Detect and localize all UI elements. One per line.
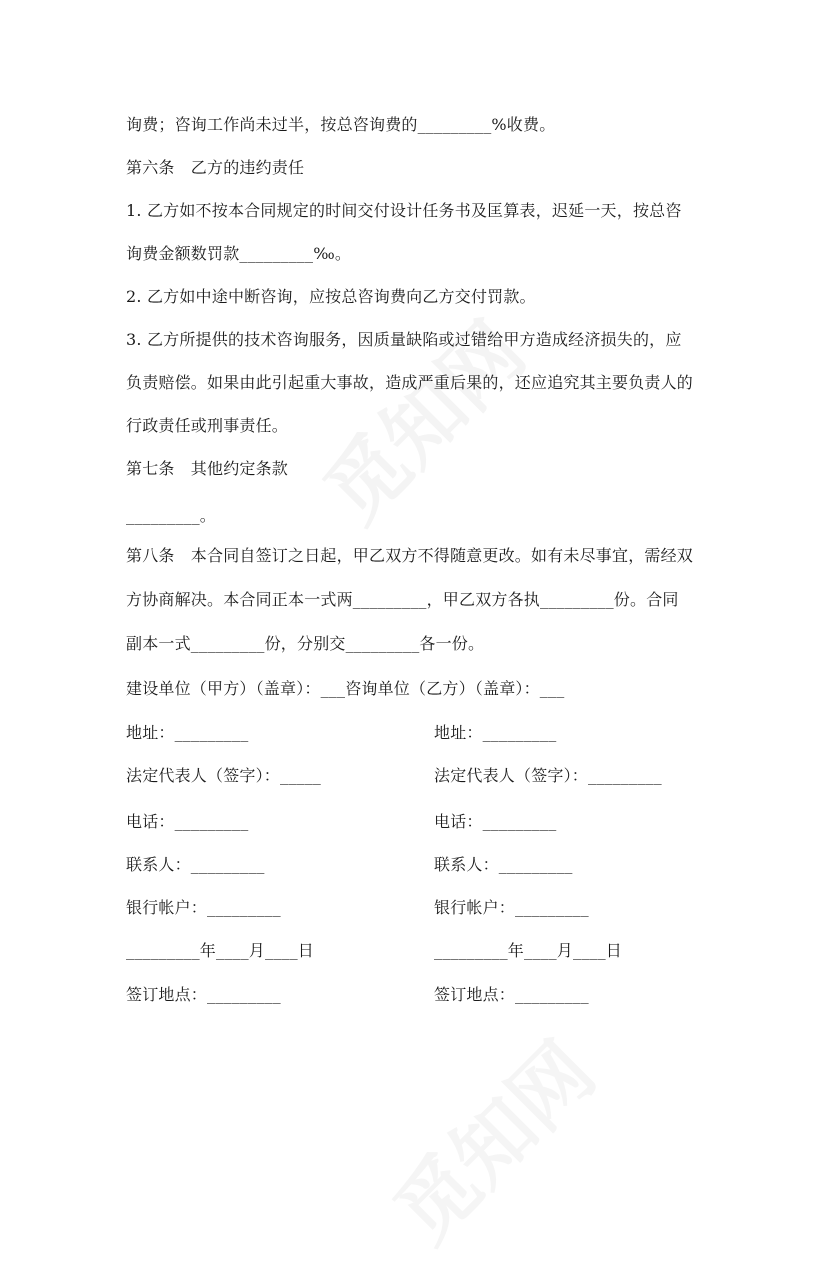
watermark-bottom xyxy=(364,1012,615,1263)
article-6-item-3-line-3: 行政责任或刑事责任。 xyxy=(126,416,289,435)
right-place: 签订地点：_________ xyxy=(434,985,589,1004)
signature-parties: 建设单位（甲方）（盖章）：___咨询单位（乙方）（盖章）：___ xyxy=(126,679,565,698)
article-6-item-1-line-2: 询费金额数罚款_________‰。 xyxy=(126,244,352,263)
article-8-line-3: 副本一式_________份，分别交_________各一份。 xyxy=(126,634,485,653)
article-6-title: 第六条 乙方的违约责任 xyxy=(126,158,305,177)
article-8-line-1: 第八条 本合同自签订之日起，甲乙双方不得随意更改。如有未尽事宜，需经双 xyxy=(126,546,694,565)
right-bank: 银行帐户：_________ xyxy=(434,898,589,917)
article-6-item-2: 2. 乙方如中途中断咨询，应按总咨询费向乙方交付罚款。 xyxy=(126,287,536,306)
article-6-item-1-line-1: 1. 乙方如不按本合同规定的时间交付设计任务书及匡算表，迟延一天，按总咨 xyxy=(126,201,682,220)
left-legal-rep: 法定代表人（签字）：_____ xyxy=(126,766,322,785)
article-6-item-3-line-2: 负责赔偿。如果由此引起重大事故，造成严重后果的，还应追究其主要负责人的 xyxy=(126,373,694,392)
left-address: 地址：_________ xyxy=(126,723,249,742)
left-contact: 联系人：_________ xyxy=(126,855,265,874)
right-legal-rep: 法定代表人（签字）：_________ xyxy=(434,766,662,785)
right-phone: 电话：_________ xyxy=(434,812,557,831)
article-8-line-2: 方协商解决。本合同正本一式两_________，甲乙双方各执_________份。合同 xyxy=(126,590,679,609)
article-7-blank: _________。 xyxy=(126,506,216,525)
right-address: 地址：_________ xyxy=(434,723,557,742)
article-6-item-3-line-1: 3. 乙方所提供的技术咨询服务，因质量缺陷或过错给甲方造成经济损失的，应 xyxy=(126,330,682,349)
left-phone: 电话：_________ xyxy=(126,812,249,831)
article-7-title: 第七条 其他约定条款 xyxy=(126,459,289,478)
right-date: _________年____月____日 xyxy=(434,941,623,960)
left-bank: 银行帐户：_________ xyxy=(126,898,281,917)
right-contact: 联系人：_________ xyxy=(434,855,573,874)
left-place: 签订地点：_________ xyxy=(126,985,281,1004)
left-date: _________年____月____日 xyxy=(126,941,315,960)
paragraph-line: 询费；咨询工作尚未过半，按总咨询费的_________%收费。 xyxy=(126,115,556,134)
